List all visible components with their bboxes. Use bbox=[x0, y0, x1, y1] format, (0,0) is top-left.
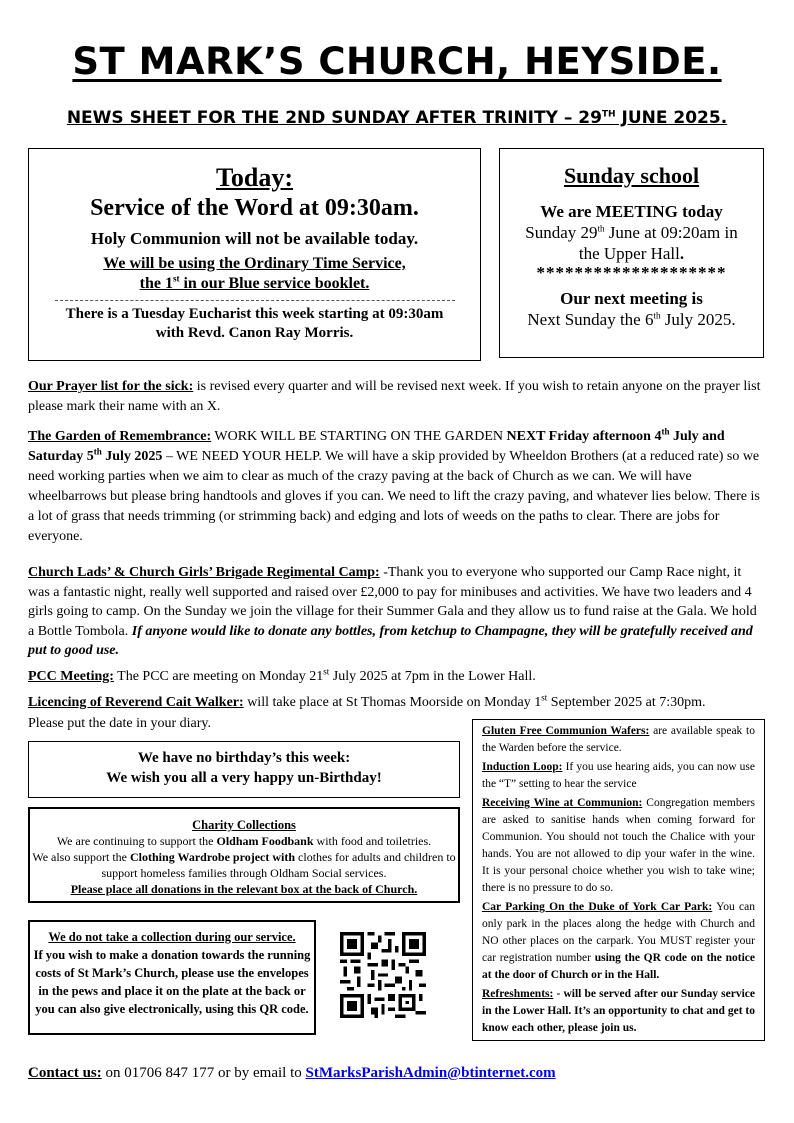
today-ordinary-line2 bbox=[29, 274, 480, 294]
sunday-school-box bbox=[499, 148, 764, 358]
gluten-text: are available speak to the Warden before the service. bbox=[482, 725, 756, 754]
wine-label: Receiving Wine at Communion: bbox=[482, 797, 643, 809]
garden-sup2: th bbox=[93, 446, 102, 457]
contact-line bbox=[28, 1065, 556, 1082]
licencing-line2: Please put the date in your diary. bbox=[28, 716, 211, 731]
wine-notice bbox=[482, 795, 755, 897]
subtitle-text: NEWS SHEET FOR THE 2ND SUNDAY AFTER TRINITY – 29 bbox=[66, 108, 602, 128]
date-a: Sunday 29 bbox=[525, 223, 598, 242]
garden-label: The Garden of Remembrance: bbox=[28, 429, 212, 444]
sunday-school-heading: Sunday school bbox=[563, 163, 700, 188]
charity-box bbox=[28, 807, 460, 903]
parking-text: You can only park in the places along the hedge with Church and NO other places on the carpark. You MUST register your car registration number bbox=[482, 901, 755, 964]
brigade-label: Church Lads’ & Church Girls’ Brigade Regimental Camp: bbox=[28, 565, 380, 580]
pcc-text-a: The PCC are meeting on Monday 21 bbox=[113, 669, 324, 684]
date-b: June at 09:20am in bbox=[604, 223, 738, 242]
next-sup: th bbox=[653, 310, 661, 321]
today-ordinary-line1: We will be using the Ordinary Time Service, bbox=[103, 255, 406, 272]
subtitle-end: JUNE 2025. bbox=[615, 108, 728, 128]
birthday-box bbox=[28, 741, 460, 798]
licencing-text-b: September 2025 at 7:30pm. bbox=[547, 695, 706, 710]
birthday-line2: We wish you all a very happy un-Birthday! bbox=[106, 770, 382, 786]
loop-notice bbox=[482, 759, 755, 793]
charity-t1: We are continuing to support the bbox=[56, 834, 217, 848]
ordinary-sup: st bbox=[172, 273, 180, 284]
date-sup: th bbox=[597, 223, 605, 234]
sunday-school-location bbox=[500, 243, 763, 264]
today-box bbox=[28, 148, 481, 361]
sunday-school-date bbox=[500, 222, 763, 243]
prayer-label: Our Prayer list for the sick: bbox=[28, 379, 194, 394]
licencing-label: Licencing of Reverend Cait Walker: bbox=[28, 695, 244, 710]
charity-footer: Please place all donations in the relevant box at the back of Church. bbox=[70, 882, 418, 896]
sunday-school-next-heading: Our next meeting is bbox=[560, 289, 703, 308]
birthday-line1: We have no birthday’s this week: bbox=[137, 750, 351, 766]
brigade-paragraph bbox=[28, 563, 766, 661]
today-service: Service of the Word at 09:30am. bbox=[90, 195, 419, 221]
gluten-notice bbox=[482, 723, 755, 757]
contact-label: Contact us: bbox=[28, 1065, 102, 1081]
ordinary-b: in our Blue service booklet. bbox=[179, 275, 370, 292]
location-dot: . bbox=[679, 244, 685, 263]
pcc-paragraph bbox=[28, 667, 766, 687]
garden-bold3: July 2025 bbox=[101, 449, 163, 464]
charity-b1: Oldham Foodbank bbox=[216, 834, 314, 848]
brigade-text: -Thank you to everyone who supported our Camp Race night, it was a fantastic night, really well supported and raised over £2,000 to pay for minibuses and activities. We have two leaders and 4 girls going to camp. On the Sunday we join the village for their Summer Gala and they allow us to fund raise at the Gala. We hold a Bottle Tombola. bbox=[28, 565, 757, 639]
garden-text1: WORK WILL BE STARTING ON THE GARDEN bbox=[211, 429, 507, 444]
sunday-school-stars: ******************** bbox=[536, 263, 727, 282]
wine-text: Congregation members are asked to sanitise hands when coming forward for Communion. You should not touch the Chalice with your hands. You are not allowed to dip your wafer in the wine. It is your personal choice whether you wish to take wine; there is no pressure to do so. bbox=[482, 797, 755, 894]
contact-email-link[interactable]: StMarksParishAdmin@btinternet.com bbox=[305, 1065, 556, 1081]
contact-text: on 01706 847 177 or by email to bbox=[101, 1065, 306, 1081]
licencing-text-a: will take place at St Thomas Moorside on Monday 1 bbox=[243, 695, 542, 710]
parking-bold: using the QR code on the notice at the door of Church or in the Hall. bbox=[482, 952, 756, 981]
refresh-label: Refreshments: bbox=[482, 988, 554, 1000]
charity-t2: with food and toiletries. bbox=[313, 834, 432, 848]
charity-line1 bbox=[30, 833, 458, 849]
charity-b2: Clothing Wardrobe project with bbox=[130, 850, 296, 864]
gluten-label: Gluten Free Communion Wafers: bbox=[482, 725, 650, 737]
pcc-sup: st bbox=[323, 666, 330, 677]
refresh-notice bbox=[482, 986, 755, 1037]
location-text: the Upper Hall bbox=[578, 244, 680, 263]
today-heading: Today: bbox=[215, 163, 294, 192]
page-subtitle bbox=[0, 108, 794, 128]
garden-sup1: th bbox=[661, 426, 670, 437]
charity-t4: clothes for adults and children to support homeless families through Oldham Social services. bbox=[101, 850, 456, 880]
loop-text: If you use hearing aids, you can now use the “T” setting to hear the service bbox=[482, 761, 755, 790]
subtitle-sup: TH bbox=[601, 109, 616, 120]
ordinary-a: the 1 bbox=[139, 275, 173, 292]
sunday-school-next-date bbox=[500, 309, 763, 330]
today-divider bbox=[55, 300, 455, 301]
page-title: ST MARK’S CHURCH, HEYSIDE. bbox=[72, 40, 722, 83]
today-communion: Holy Communion will not be available today. bbox=[90, 229, 419, 248]
prayer-paragraph bbox=[28, 377, 766, 417]
pcc-label: PCC Meeting: bbox=[28, 669, 114, 684]
charity-t3: We also support the bbox=[32, 850, 131, 864]
next-a: Next Sunday the 6 bbox=[527, 310, 654, 329]
licencing-sup: st bbox=[541, 692, 548, 703]
next-b: July 2025. bbox=[660, 310, 736, 329]
sunday-school-meeting: We are MEETING today bbox=[540, 202, 723, 221]
brigade-emphasis: If anyone would like to donate any bottles, from ketchup to Champagne, they will be gratefully received and put to good use. bbox=[28, 623, 753, 658]
refresh-text: - will be served after our Sunday service in the Lower Hall. It’s an opportunity to chat and get to know each other, please join us. bbox=[482, 988, 755, 1034]
garden-text2: – WE NEED YOUR HELP. We will have a skip provided by Wheeldon Brothers (at a reduced rate) so we need working parties when we aim to clear as much of the crazy paving at the back of Church as we can. We will have wheelbarrows but please bring handtools and gloves if you can. We need to lift the crazy paving, and whatever lies below. There is a lot of grass that needs trimming (or strimming back) and edging and lots of weeds on the paths to clear. There are jobs for everyone. bbox=[28, 449, 760, 544]
prayer-text: is revised every quarter and will be revised next week. If you wish to retain anyone on the prayer list please mark their name with an X. bbox=[28, 379, 761, 414]
qr-code-icon[interactable] bbox=[340, 932, 426, 1018]
today-eucharist-line2: with Revd. Canon Ray Morris. bbox=[155, 325, 354, 341]
collection-text: If you wish to make a donation towards the running costs of St Mark’s Church, please use the envelopes in the pews and place it on the plate at the back or you can also give electronically, using this QR code. bbox=[33, 948, 311, 1016]
parking-notice bbox=[482, 899, 755, 984]
collection-box bbox=[28, 920, 316, 1035]
notices-box bbox=[472, 719, 765, 1041]
collection-title: We do not take a collection during our service. bbox=[48, 930, 296, 944]
garden-paragraph bbox=[28, 427, 766, 547]
parking-label: Car Parking On the Duke of York Car Park: bbox=[482, 901, 713, 913]
garden-bold2: July and Saturday 5 bbox=[28, 429, 725, 464]
pcc-text-b: July 2025 at 7pm in the Lower Hall. bbox=[329, 669, 536, 684]
loop-label: Induction Loop: bbox=[482, 761, 563, 773]
licencing-paragraph bbox=[28, 693, 766, 713]
charity-line2 bbox=[30, 849, 458, 881]
garden-bold1: NEXT Friday afternoon 4 bbox=[506, 429, 662, 444]
today-eucharist-line1: There is a Tuesday Eucharist this week starting at 09:30am bbox=[65, 306, 444, 322]
charity-title: Charity Collections bbox=[192, 818, 296, 832]
